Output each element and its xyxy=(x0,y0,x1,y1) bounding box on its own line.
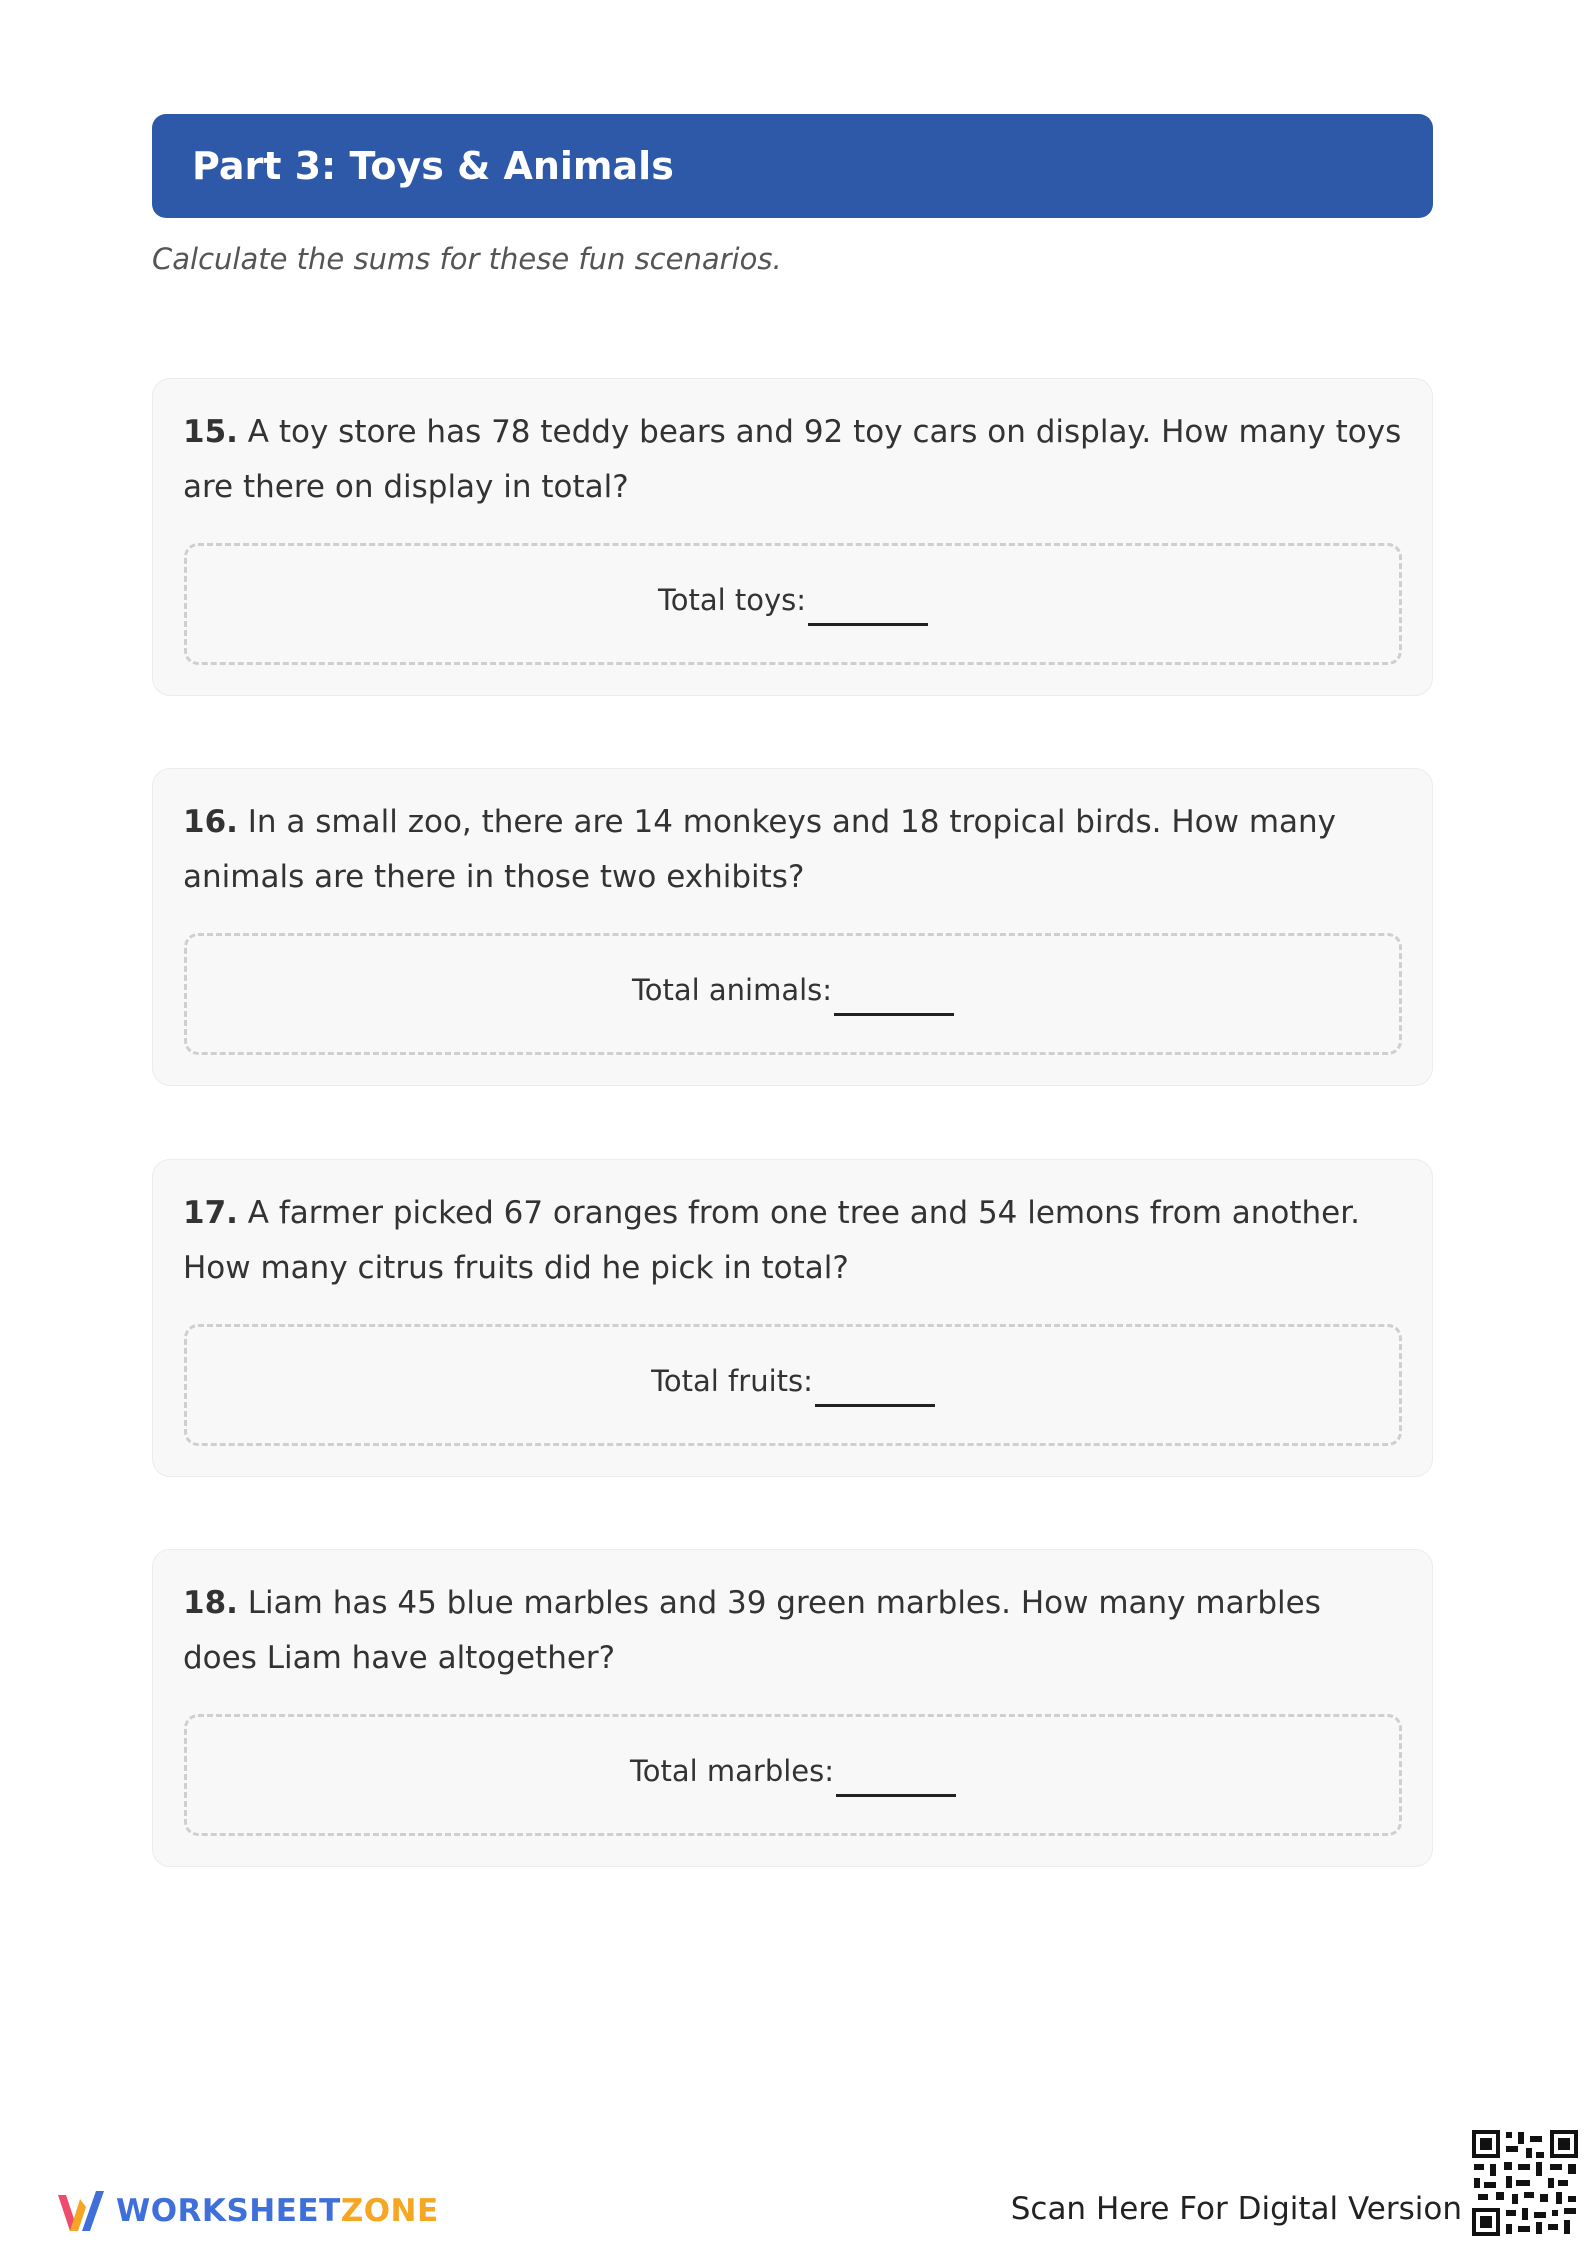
question-number: 18. xyxy=(183,1585,238,1621)
question-text xyxy=(183,1576,1403,1686)
answer-blank[interactable] xyxy=(836,1754,956,1797)
question-card-17 xyxy=(152,1159,1433,1477)
brand-name: WORKSHEETZONE xyxy=(116,2193,439,2229)
question-number: 15. xyxy=(183,414,238,450)
question-body: Liam has 45 blue marbles and 39 green marbles. How many marbles does Liam have altogether? xyxy=(183,1585,1321,1676)
question-card-16 xyxy=(152,768,1433,1086)
question-body: A farmer picked 67 oranges from one tree and 54 lemons from another. How many citrus fruits did he pick in total? xyxy=(183,1195,1360,1286)
brand-logo[interactable] xyxy=(56,2185,439,2237)
question-body: A toy store has 78 teddy bears and 92 toy cars on display. How many toys are there on display in total? xyxy=(183,414,1402,505)
question-text xyxy=(183,405,1403,515)
worksheetzone-logo-icon xyxy=(56,2185,106,2237)
question-text xyxy=(183,795,1403,905)
question-text xyxy=(183,1186,1403,1296)
answer-label: Total animals: xyxy=(631,972,833,1007)
section-title: Part 3: Toys & Animals xyxy=(192,144,674,188)
instructions-text: Calculate the sums for these fun scenarios. xyxy=(152,242,782,276)
question-card-18 xyxy=(152,1549,1433,1867)
answer-blank[interactable] xyxy=(808,583,928,626)
answer-label: Total marbles: xyxy=(629,1753,835,1788)
answer-box xyxy=(184,933,1402,1055)
answer-box xyxy=(184,1714,1402,1836)
question-card-15 xyxy=(152,378,1433,696)
answer-label: Total fruits: xyxy=(651,1363,813,1398)
question-body: In a small zoo, there are 14 monkeys and 18 tropical birds. How many animals are there in those two exhibits? xyxy=(183,804,1337,895)
answer-box xyxy=(184,1324,1402,1446)
question-number: 17. xyxy=(183,1195,238,1231)
answer-blank[interactable] xyxy=(834,973,954,1016)
scan-prompt-text: Scan Here For Digital Version xyxy=(1010,2191,1462,2227)
section-header xyxy=(152,114,1433,218)
qr-code-icon[interactable] xyxy=(1470,2128,1580,2238)
answer-label: Total toys: xyxy=(657,582,807,617)
question-number: 16. xyxy=(183,804,238,840)
answer-box xyxy=(184,543,1402,665)
answer-blank[interactable] xyxy=(815,1364,935,1407)
